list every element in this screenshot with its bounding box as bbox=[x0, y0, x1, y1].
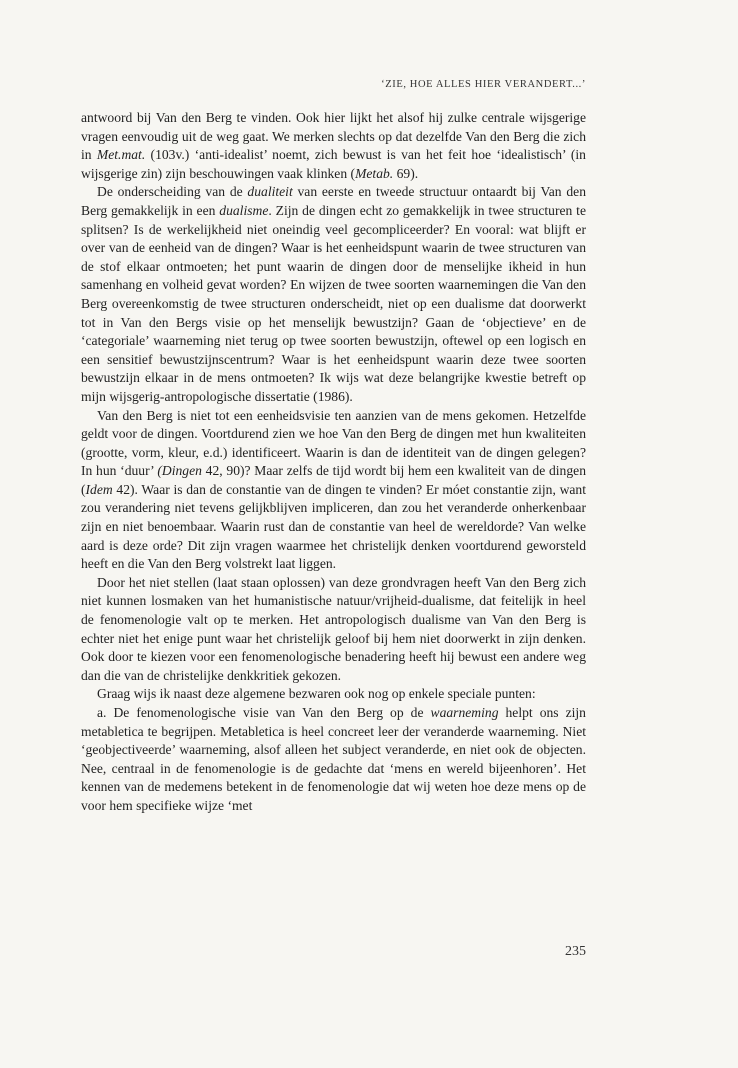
paragraph-4 bbox=[81, 574, 586, 686]
text-run: a. De fenomenologische visie van Van den Berg op de bbox=[97, 705, 431, 720]
text-run: antwoord bij Van den Berg te vinden. Ook hier lijkt het alsof hij zulke centrale wijsgerige vragen eenvoudig uit de weg gaat. We merken slechts op dat dezelfde Van den Berg die zich in bbox=[81, 110, 586, 163]
text-run: van eerste en tweede structuur ontaardt bij Van den Berg gemakkelijk in een bbox=[81, 184, 586, 218]
italic-text: Met.mat. bbox=[96, 147, 146, 163]
italic-text: Metab. bbox=[355, 165, 394, 181]
paragraph-5 bbox=[81, 685, 586, 704]
text-run: Graag wijs ik naast deze algemene bezwaren ook nog op enkele speciale punten: bbox=[97, 686, 536, 702]
text-run: (103v.) ‘anti-idealist’ noemt, zich bewust is van het feit hoe ‘idealistisch’ (in wijsgerige zin) zijn beschouwingen vaak klinken ( bbox=[81, 147, 586, 181]
italic-text: dualisme bbox=[219, 202, 269, 218]
text-run: 42, 90)? Maar zelfs de tijd wordt bij hem een kwaliteit van de dingen ( bbox=[81, 463, 586, 497]
text-run: 42). Waar is dan de constantie van de dingen te vinden? Er móet constantie zijn, want zou verandering niet tevens gelijkblijven impliceren, dan zou het veranderde onherkenbaar zijn en niet benoembaar. Waarin rust dan de constantie van heel de wereldorde? Van welke aard is deze orde? Dit zijn vragen waarmee het christelijk denken voortdurend geworsteld heeft en die Van den Berg volstrekt laat liggen. bbox=[81, 481, 586, 572]
running-head: ‘ZIE, HOE ALLES HIER VERANDERT...’ bbox=[381, 79, 586, 90]
text-run: Door het niet stellen (laat staan oplossen) van deze grondvragen heeft Van den Berg zich niet kunnen losmaken van het humanistische natuur/vrijheid-dualisme, dat feitelijk in heel de fenomenologie valt op te merken. Het antropologisch dualisme van Van den Berg is echter niet het enige punt waar het christelijk geloof bij hem niet doorwerkt in zijn denken. Ook door te kiezen voor een fenomenologische benadering heeft hij bewust een andere weg dan die van de christelijke denkkritiek gekozen. bbox=[81, 574, 586, 683]
italic-text: dualiteit bbox=[247, 184, 293, 200]
text-run: helpt ons zijn metabletica te begrijpen. Metabletica is heel concreet leer der veranderde waarneming. Niet ‘geobjectiveerde’ waarneming, alsof alleen het subject veranderde, en niet ook de objecten. Nee, centraal in de fenomenologie is de gedachte dat ‘mens en wereld bijeenhoren’. Het kennen van de medemens betekent in de fenomenologie dat wij weten hoe deze mens op de voor hem specifieke wijze ‘met bbox=[81, 705, 586, 813]
paragraph-2 bbox=[81, 183, 586, 406]
text-run: . Zijn de dingen echt zo gemakkelijk in twee structuren te splitsen? Is de werkelijkheid niet oneindig veel gecompliceerder? En vooral: wat blijft er over van de eenheid van de dingen? Waar is het eenheidspunt waarin de twee structuren van de stof elkaar ontmoeten; het punt waarin de dingen door de menselijke ikheid in hun samenhang en volheid gevat worden? En wijzen de twee soorten waarnemingen die Van den Berg overeenkomstig de twee structuren onderscheidt, niet op een dualisme dat doorwerkt tot in Van den Bergs visie op het menselijk bewustzijn? Gaan de ‘objectieve’ en de ‘categoriale’ waarneming niet terug op twee soorten bewustzijn, oftewel op een logisch en een sensitief bewustzijnscentrum? Waar is het eenheidspunt waarin deze twee soorten bewustzijn elkaar in de mens ontmoeten? Ik wijs wat deze belangrijke kwestie betreft op mijn wijsgerig-antropologische dissertatie (1986). bbox=[81, 202, 586, 404]
italic-text: waarneming bbox=[430, 705, 499, 720]
text-run: De onderscheiding van de bbox=[97, 184, 248, 200]
text-run: 69). bbox=[393, 165, 419, 181]
italic-text: Idem bbox=[85, 481, 113, 497]
paragraph-1 bbox=[81, 109, 586, 183]
text-run: Van den Berg is niet tot een eenheidsvisie ten aanzien van de mens gekomen. Hetzelfde geldt voor de dingen. Voortdurend zien we hoe Van den Berg de dingen met hun kwaliteiten (grootte, vorm, kleur, e.d.) identificeert. Waarin is dan de identiteit van de dingen gelegen? In hun ‘duur’ bbox=[81, 407, 586, 479]
page-number: 235 bbox=[565, 944, 586, 959]
body-text bbox=[81, 109, 586, 816]
paragraph-3 bbox=[81, 407, 586, 574]
paragraph-6 bbox=[81, 704, 586, 816]
italic-text: (Dingen bbox=[157, 463, 202, 479]
